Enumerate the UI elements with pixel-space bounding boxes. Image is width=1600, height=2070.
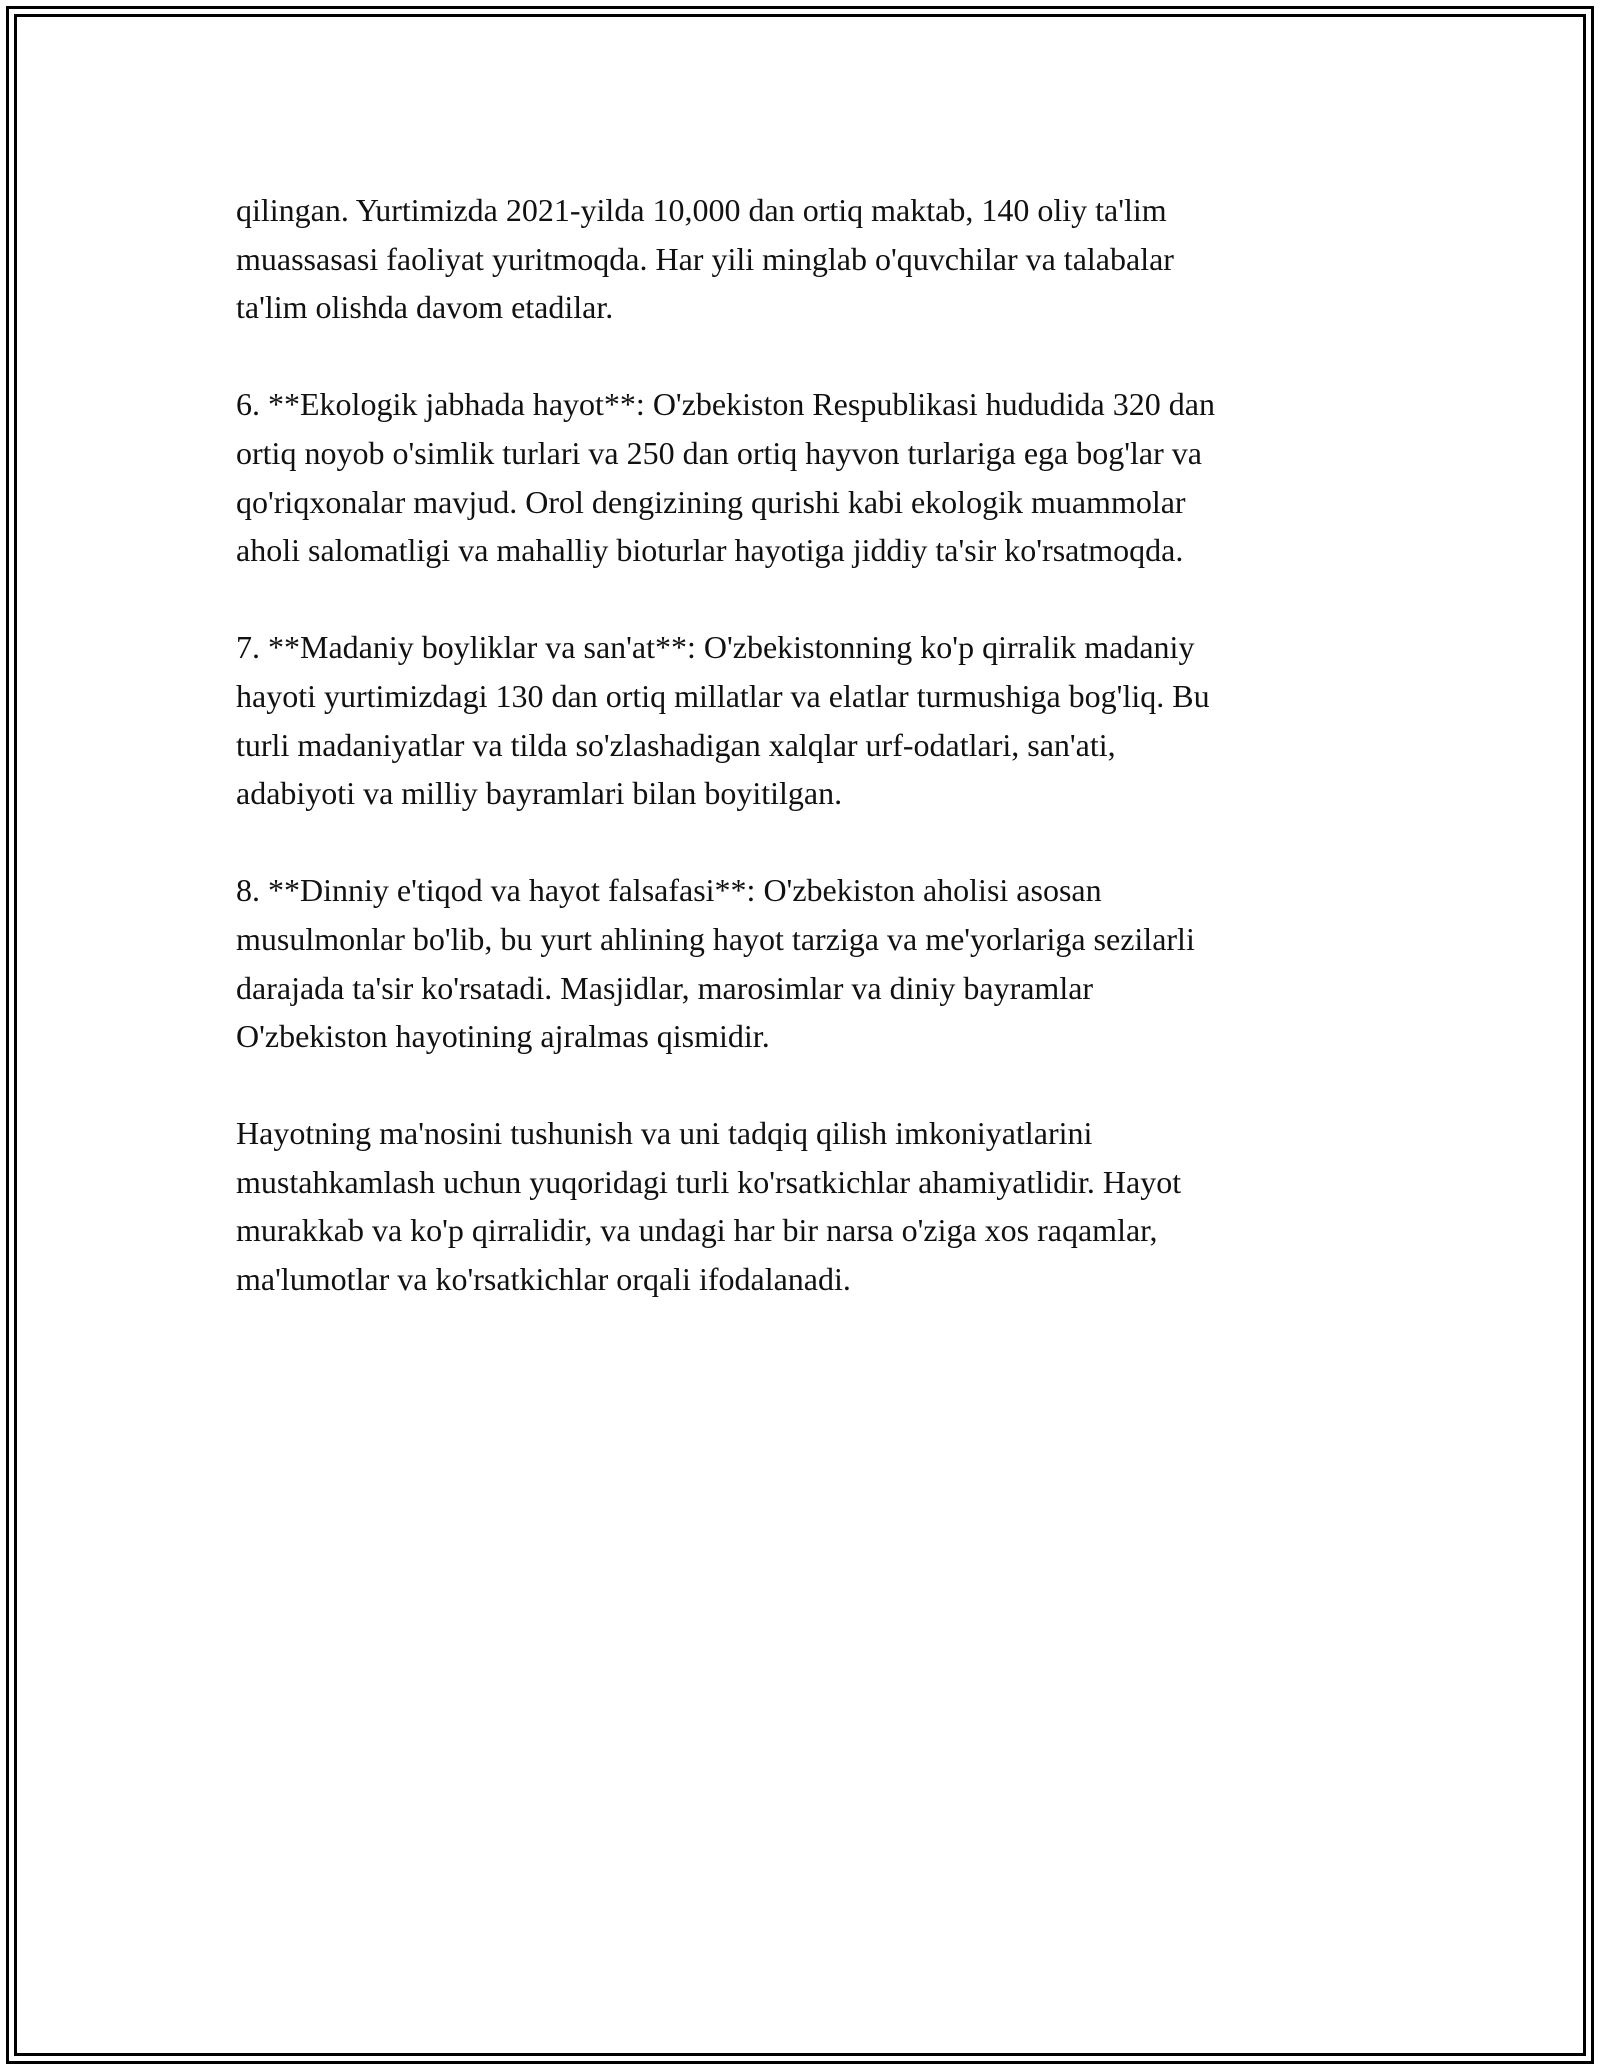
paragraph-conclusion: Hayotning ma'nosini tushunish va uni tadqiq qilish imkoniyatlarini mustahkamlash uchun yuqoridagi turli ko'rsatkichlar ahamiyatlidir. Hayot murakkab va ko'p qirralidir, va undagi har bir narsa o'ziga xos raqamlar, ma'lumotlar va ko'rsatkichlar orqali ifodalanadi.: [236, 1115, 1182, 1298]
paragraph-religion: 8. **Dinniy e'tiqod va hayot falsafasi**: O'zbekiston aholisi asosan musulmonlar bo'lib, bu yurt ahlining hayot tarziga va me'yorlariga sezilarli darajada ta'sir ko'rsatadi. Masjidlar, marosimlar va diniy bayramlar O'zbekiston hayotining ajralmas qismidir.: [236, 872, 1195, 1055]
paragraph-ecology: 6. **Ekologik jabhada hayot**: O'zbekiston Respublikasi hududida 320 dan ortiq noyob o'simlik turlari va 250 dan ortiq hayvon turlariga ega bog'lar va qo'riqxonalar mavjud. Orol dengizining qurishi kabi ekologik muammolar aholi salomatligi va mahalliy bioturlar hayotiga jiddiy ta'sir ko'rsatmoqda.: [236, 386, 1215, 569]
paragraph-education-continuation: qilingan. Yurtimizda 2021-yilda 10,000 dan ortiq maktab, 140 oliy ta'lim muassasasi faoliyat yuritmoqda. Har yili minglab o'quvchilar va talabalar ta'lim olishda davom etadilar.: [236, 192, 1174, 326]
paragraph-culture: 7. **Madaniy boyliklar va san'at**: O'zbekistonning ko'p qirralik madaniy hayoti yurtimizdagi 130 dan ortiq millatlar va elatlar turmushiga bog'liq. Bu turli madaniyatlar va tilda so'zlashadigan xalqlar urf-odatlari, san'ati, adabiyoti va milliy bayramlari bilan boyitilgan.: [236, 629, 1210, 812]
document-body: [236, 186, 1376, 1352]
